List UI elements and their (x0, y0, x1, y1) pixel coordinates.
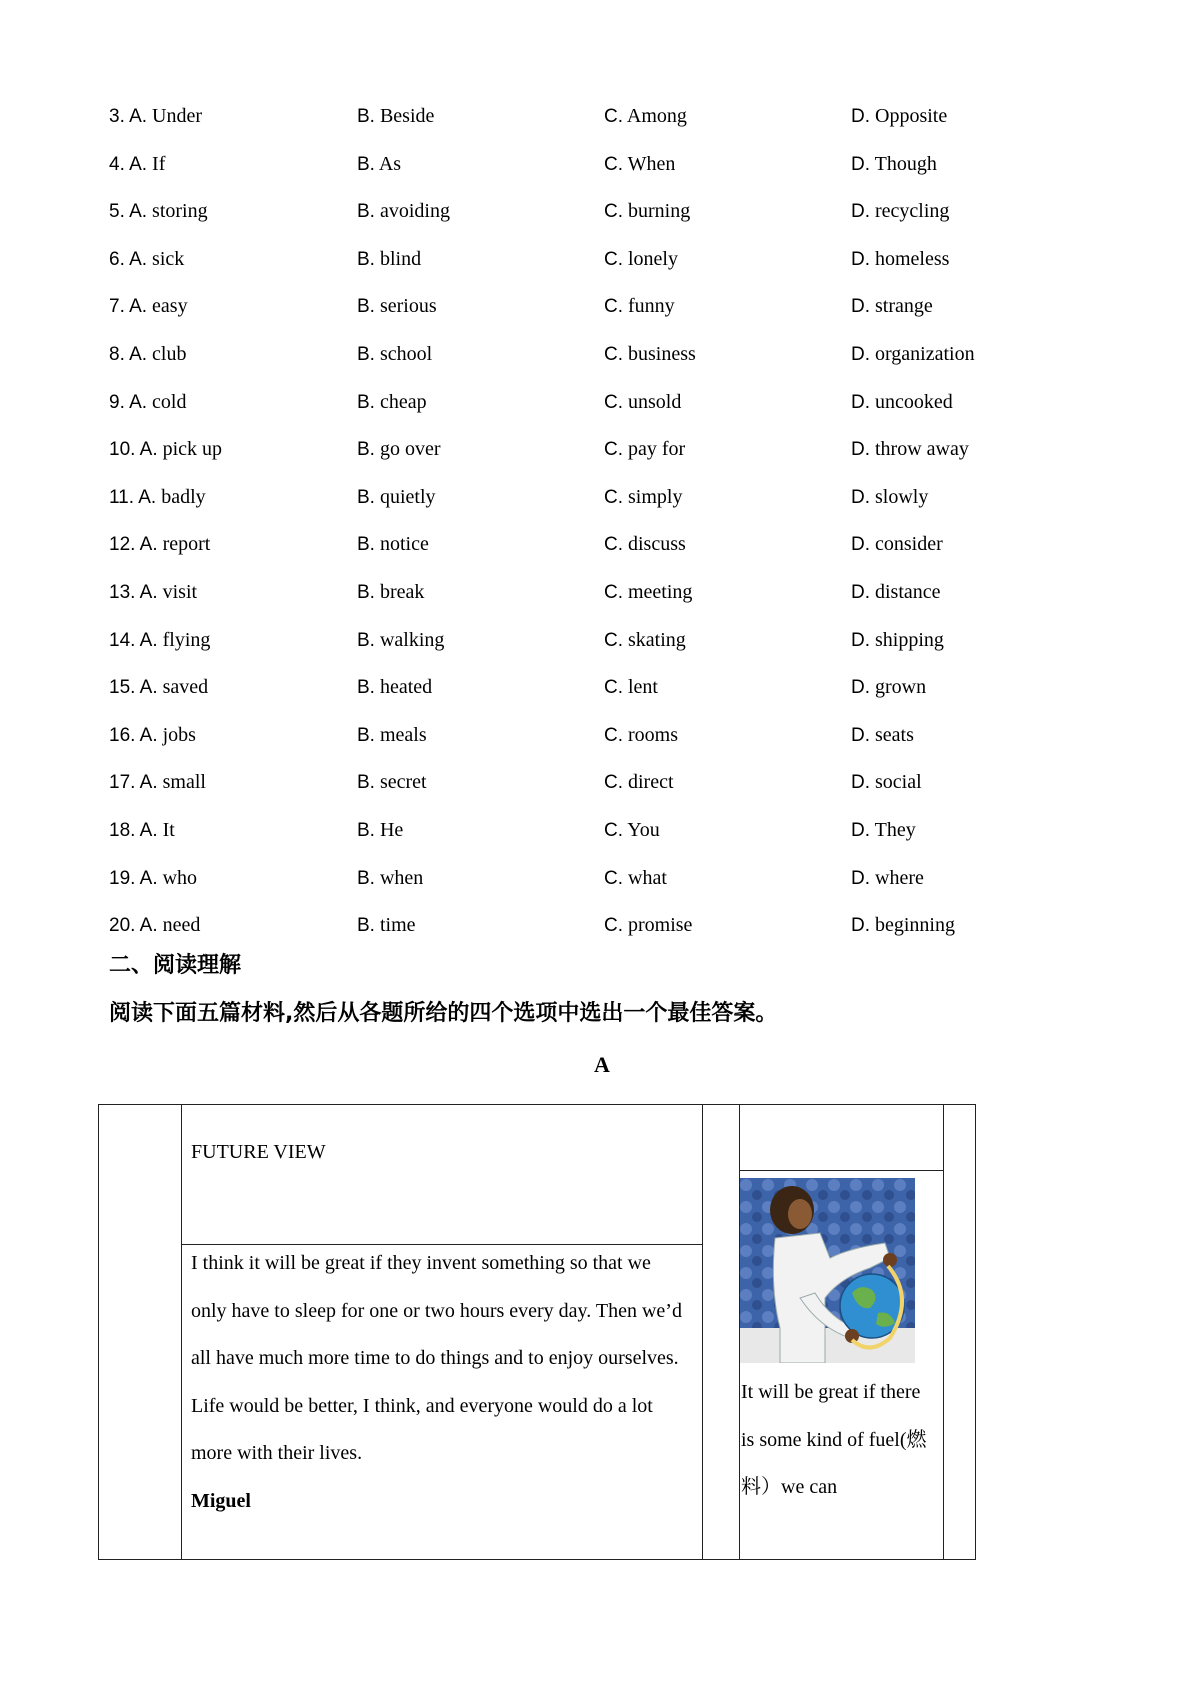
option-row (0, 330, 1200, 378)
option-row (0, 854, 1200, 902)
option-d (851, 616, 944, 665)
miguel-text: I think it will be great if they invent something so that we only have to sleep for one or two hours every day. Then we’d all have much more time to do things and to enjoy ourselves. Life would be better, I think, and everyone would do a lot more with their lives. (191, 1252, 682, 1464)
option-letter: 17. A. (109, 772, 158, 794)
option-letter: 12. A. (109, 534, 158, 556)
scientist-globe-illustration (740, 1178, 915, 1363)
option-b (357, 187, 450, 236)
option-word: Under (152, 105, 203, 127)
option-row (0, 425, 1200, 473)
option-c (604, 187, 690, 236)
option-letter: B. (357, 391, 375, 413)
option-c (604, 378, 681, 427)
option-letter: B. (357, 153, 375, 175)
option-word: throw away (875, 438, 969, 461)
option-row (0, 616, 1200, 664)
passage-label: A (594, 1052, 610, 1077)
option-letter: D. (851, 915, 870, 937)
option-row (0, 187, 1200, 235)
option-letter: D. (851, 724, 870, 746)
option-word: notice (379, 533, 429, 556)
option-word: If (152, 152, 166, 175)
option-word: club (152, 343, 187, 365)
option-row (0, 520, 1200, 568)
option-c (604, 806, 660, 855)
option-letter: C. (604, 534, 623, 556)
option-c (604, 473, 682, 522)
option-letter: B. (357, 201, 375, 223)
option-letter: 13. A. (109, 582, 158, 603)
option-letter: B. (357, 677, 375, 699)
option-c (604, 520, 686, 569)
option-d (851, 663, 926, 712)
option-word: simply (628, 485, 683, 508)
option-word: consider (875, 533, 943, 556)
option-letter: C. (604, 677, 623, 699)
option-letter: B. (357, 439, 375, 461)
option-letter: B. (357, 248, 375, 270)
option-letter: C. (604, 820, 623, 841)
option-a (109, 425, 222, 474)
option-c (604, 235, 678, 284)
option-letter: B. (357, 344, 375, 365)
author-name: Miguel (191, 1490, 251, 1512)
option-letter: C. (604, 724, 623, 746)
option-word: Though (874, 152, 937, 175)
option-letter: C. (604, 391, 623, 413)
option-row (0, 235, 1200, 283)
table-divider (739, 1170, 943, 1171)
option-letter: B. (357, 534, 375, 556)
option-b (357, 282, 437, 331)
option-a (109, 140, 165, 189)
table-divider (943, 1104, 944, 1560)
option-word: burning (628, 200, 691, 223)
option-c (604, 854, 667, 903)
option-word: social (875, 771, 922, 794)
option-c (604, 425, 685, 474)
option-word: It (162, 819, 175, 841)
reading-instruction: 阅读下面五篇材料,然后从各题所给的四个选项中选出一个最佳答案。 (109, 1001, 778, 1026)
option-word: blind (379, 247, 422, 270)
option-word: shipping (875, 628, 944, 651)
option-letter: D. (851, 772, 870, 794)
option-word: lent (628, 676, 658, 699)
option-b (357, 520, 429, 569)
option-d (851, 806, 916, 855)
option-word: uncooked (875, 390, 953, 413)
option-word: go over (379, 438, 441, 461)
side-text: It will be great if there is some kind of fuel(燃料）we can (741, 1381, 927, 1498)
option-a (109, 806, 175, 855)
option-letter: D. (851, 820, 870, 841)
option-d (851, 282, 933, 331)
option-word: grown (875, 676, 927, 699)
option-word: school (379, 343, 433, 365)
option-c (604, 663, 658, 712)
option-word: strange (875, 295, 933, 318)
option-letter: 15. A. (109, 677, 158, 699)
option-word: discuss (628, 533, 686, 556)
option-d (851, 330, 975, 379)
option-letter: 14. A. (109, 629, 158, 651)
option-b (357, 711, 427, 760)
option-letter: C. (604, 772, 623, 794)
option-letter: D. (851, 201, 870, 223)
option-b (357, 568, 424, 617)
option-word: pay for (628, 438, 686, 461)
option-word: what (628, 866, 667, 889)
option-row (0, 282, 1200, 330)
option-letter: D. (851, 677, 870, 699)
option-word: funny (628, 295, 675, 318)
option-word: who (162, 866, 198, 889)
option-letter: D. (851, 486, 870, 508)
option-b (357, 473, 436, 522)
option-letter: 18. A. (109, 820, 158, 841)
option-word: promise (628, 914, 693, 937)
option-word: recycling (875, 200, 950, 223)
option-word: visit (162, 581, 198, 603)
option-c (604, 901, 692, 950)
option-word: storing (152, 200, 208, 223)
option-letter: 19. A. (109, 867, 158, 889)
option-letter: C. (604, 629, 623, 651)
option-word: He (379, 819, 404, 841)
option-letter: D. (851, 344, 870, 365)
option-word: badly (161, 485, 206, 508)
option-letter: 10. A. (109, 439, 158, 461)
option-b (357, 378, 427, 427)
option-letter: D. (851, 153, 870, 175)
option-letter: B. (357, 867, 375, 889)
option-d (851, 711, 914, 760)
option-b (357, 806, 403, 855)
option-word: easy (152, 295, 188, 318)
option-row (0, 711, 1200, 759)
option-letter: D. (851, 867, 870, 889)
option-letter: D. (851, 439, 870, 461)
option-a (109, 901, 200, 950)
option-word: When (627, 152, 676, 175)
option-letter: D. (851, 248, 870, 270)
option-letter: C. (604, 153, 623, 175)
option-word: jobs (162, 723, 196, 746)
option-letter: 11. A. (109, 486, 157, 508)
option-row (0, 806, 1200, 854)
option-word: secret (379, 771, 427, 794)
option-b (357, 663, 432, 712)
option-b (357, 758, 427, 807)
option-word: slowly (875, 485, 929, 508)
option-word: when (379, 866, 424, 889)
option-c (604, 616, 686, 665)
option-word: rooms (628, 723, 678, 746)
option-a (109, 282, 188, 331)
option-a (109, 758, 206, 807)
option-letter: C. (604, 582, 623, 603)
option-d (851, 568, 941, 617)
option-letter: C. (604, 915, 623, 937)
option-letter: B. (357, 915, 375, 937)
option-letter: 9. A. (109, 391, 148, 413)
option-word: You (627, 819, 660, 841)
option-letter: C. (604, 486, 623, 508)
option-d (851, 758, 922, 807)
option-word: break (379, 581, 425, 603)
option-letter: 7. A. (109, 296, 148, 318)
option-word: sick (152, 247, 185, 270)
option-letter: B. (357, 772, 375, 794)
option-letter: B. (357, 296, 375, 318)
option-letter: B. (357, 582, 375, 603)
option-c (604, 758, 674, 807)
option-word: heated (379, 676, 433, 699)
option-letter: C. (604, 344, 623, 365)
option-row (0, 568, 1200, 616)
option-letter: B. (357, 486, 375, 508)
option-word: Opposite (875, 105, 948, 127)
option-d (851, 854, 924, 903)
option-letter: D. (851, 106, 870, 127)
option-a (109, 520, 210, 569)
option-letter: B. (357, 629, 375, 651)
table-divider (702, 1104, 703, 1560)
option-word: lonely (628, 247, 678, 270)
option-b (357, 92, 434, 141)
option-c (604, 140, 675, 189)
option-d (851, 378, 953, 427)
option-word: pick up (162, 438, 223, 461)
option-letter: C. (604, 867, 623, 889)
option-letter: D. (851, 629, 870, 651)
option-letter: C. (604, 248, 623, 270)
option-c (604, 711, 678, 760)
option-letter: 6. A. (109, 248, 148, 270)
option-word: skating (628, 628, 686, 651)
future-view-title: FUTURE VIEW (191, 1141, 326, 1163)
option-word: where (875, 866, 924, 889)
option-letter: 5. A. (109, 201, 148, 223)
option-row (0, 92, 1200, 140)
option-word: Beside (379, 105, 435, 127)
option-c (604, 92, 687, 141)
option-c (604, 282, 675, 331)
option-word: saved (162, 676, 209, 699)
option-word: meeting (628, 581, 693, 603)
option-word: business (628, 343, 696, 365)
option-word: seats (875, 723, 914, 746)
option-letter: 3. A. (109, 106, 148, 127)
option-d (851, 140, 937, 189)
option-a (109, 473, 206, 522)
option-d (851, 425, 969, 474)
option-word: homeless (875, 247, 950, 270)
option-letter: B. (357, 106, 375, 127)
option-a (109, 568, 197, 617)
option-word: quietly (379, 485, 436, 508)
option-word: unsold (628, 390, 682, 413)
option-word: need (162, 914, 201, 937)
option-a (109, 616, 210, 665)
option-b (357, 330, 432, 379)
option-a (109, 663, 208, 712)
option-d (851, 901, 955, 950)
option-b (357, 235, 421, 284)
option-d (851, 520, 943, 569)
option-letter: C. (604, 439, 623, 461)
option-a (109, 187, 208, 236)
option-b (357, 901, 416, 950)
option-letter: C. (604, 106, 623, 127)
option-letter: D. (851, 391, 870, 413)
option-a (109, 235, 184, 284)
option-word: cheap (379, 390, 427, 413)
option-word: beginning (875, 914, 955, 937)
option-a (109, 854, 197, 903)
option-word: direct (628, 771, 674, 794)
option-c (604, 330, 696, 379)
option-word: As (378, 152, 402, 175)
option-b (357, 854, 423, 903)
option-row (0, 378, 1200, 426)
option-word: time (379, 914, 416, 937)
option-a (109, 330, 186, 379)
option-row (0, 663, 1200, 711)
option-word: report (162, 533, 211, 556)
option-word: Among (626, 105, 687, 127)
option-word: flying (162, 628, 211, 651)
option-row (0, 758, 1200, 806)
option-d (851, 473, 928, 522)
option-a (109, 92, 202, 141)
section-title: 二、阅读理解 (109, 953, 242, 978)
option-letter: 8. A. (109, 344, 148, 365)
option-letter: B. (357, 820, 375, 841)
option-row (0, 473, 1200, 521)
option-row (0, 901, 1200, 949)
option-word: small (162, 771, 206, 794)
option-a (109, 378, 186, 427)
option-letter: 4. A. (109, 153, 148, 175)
option-letter: D. (851, 582, 870, 603)
option-letter: 20. A. (109, 915, 158, 937)
option-letter: C. (604, 296, 623, 318)
option-letter: 16. A. (109, 724, 158, 746)
option-word: meals (379, 723, 427, 746)
option-b (357, 140, 401, 189)
table-divider (181, 1104, 182, 1560)
option-c (604, 568, 692, 617)
option-word: They (874, 819, 916, 841)
option-row (0, 140, 1200, 188)
option-word: organization (875, 343, 975, 365)
option-a (109, 711, 196, 760)
option-letter: D. (851, 296, 870, 318)
option-word: avoiding (379, 200, 450, 223)
option-b (357, 425, 441, 474)
option-word: serious (379, 295, 437, 318)
option-word: cold (152, 390, 187, 413)
option-letter: D. (851, 534, 870, 556)
option-word: walking (379, 628, 445, 651)
option-letter: B. (357, 724, 375, 746)
option-d (851, 92, 947, 141)
option-d (851, 187, 949, 236)
option-word: distance (875, 581, 941, 603)
option-b (357, 616, 444, 665)
option-letter: C. (604, 201, 623, 223)
option-d (851, 235, 949, 284)
